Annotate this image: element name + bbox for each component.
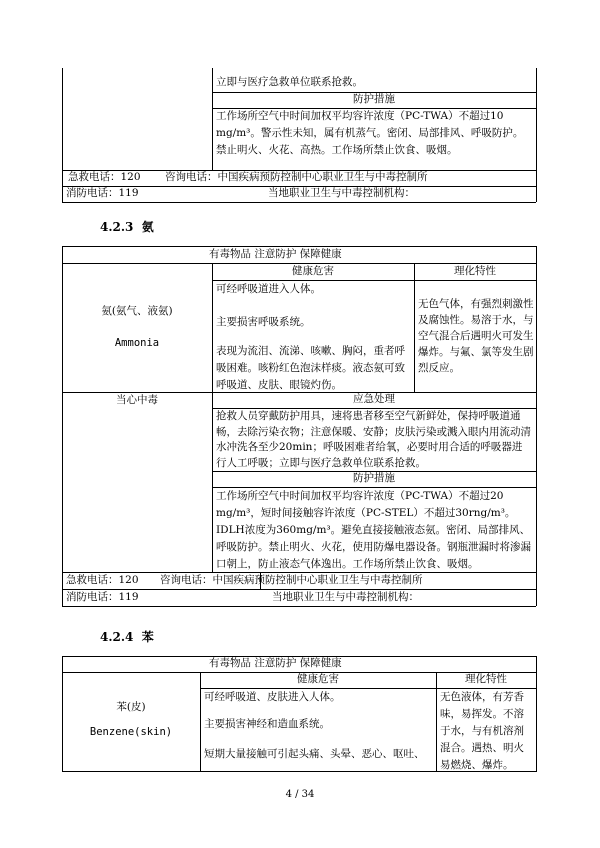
health-route: 可经呼吸道进入人体。	[216, 283, 321, 295]
page-number: 4 / 34	[285, 789, 315, 800]
section-number: 4.2.3	[100, 220, 134, 234]
property-header: 理化特性	[454, 265, 496, 277]
emergency-text: 抢救人员穿戴防护用具，速将患者移至空气新鲜处，保持呼吸道通畅，去除污染衣物；注意保暖、安静；皮肤污染或溅入眼内用流动清水冲洗各至少20min；呼吸困难者给氧，必要时用合适的呼吸器进行人工呼吸；立即与医疗急救单位联系抢救。	[216, 410, 531, 469]
consult-phone: 咨询电话：中国疾病预防控制中心职业卫生与中毒控制所	[165, 171, 428, 183]
protection-text: 工作场所空气中时间加权平均容许浓度（PC-TWA）不超过10 mg/m³。警示性未知，属有机蒸气。密闭、局部排风、呼吸防护。禁止明火、火花、高热。工作场所禁止饮食、吸烟。	[216, 110, 524, 156]
protection-title: 防护措施	[353, 472, 395, 484]
warning-banner: 有毒物品 注意防护 保障健康	[209, 657, 342, 669]
property-text: 无色气体，有强烈刺激性及腐蚀性。易溶于水，与空气混合后遇明火可发生爆炸。与氟、氯等发生剧烈反应。	[418, 298, 534, 374]
fire-phone: 消防电话：119	[66, 591, 139, 603]
substance-name-cn: 氨(氨气、液氨)	[101, 305, 173, 317]
protection-text: 工作场所空气中时间加权平均容许浓度（PC-TWA）不超过20 mg/m³，短时间接触容许浓度（PC-STEL）不超过30rng/m³。IDLH浓度为360mg/m³。避免直接接触液态氨。密闭、局部排风、呼吸防护。禁止明火、火花，使用防爆电器设备。钢瓶泄漏时将渗漏口朝上，防止液态气体逸出。工作场所禁止饮食、吸烟。	[216, 490, 531, 570]
section-heading-ammonia	[100, 218, 154, 235]
health-route: 可经呼吸道、皮肤进入人体。	[204, 691, 341, 703]
section-name: 苯	[141, 630, 154, 644]
emergency-title: 应急处理	[353, 393, 395, 405]
warning-banner: 有毒物品 注意防护 保障健康	[209, 248, 342, 260]
substance-name-en: Benzene(skin)	[89, 726, 173, 738]
property-text: 无色液体，有芳香味，易挥发。不溶于水，与有机溶剂混合。遇热、明火易燃烧、爆炸。	[440, 691, 524, 771]
health-target: 主要损害神经和造血系统。	[204, 718, 330, 730]
health-symptoms: 表现为流泪、流涕、咳嗽、胸闷，重者呼吸困难。咳粉红色泡沫样痰。液态氨可致呼吸道、皮肤、眼镜灼伤。	[216, 345, 405, 391]
section-heading-benzene	[100, 628, 154, 645]
emergency-text-tail: 立即与医疗急救单位联系抢救。	[216, 76, 363, 88]
fire-phone: 消防电话：119	[66, 187, 139, 199]
local-agency: 当地职业卫生与中毒控制机构：	[272, 591, 419, 603]
caution-label: 当心中毒	[116, 394, 158, 406]
section-number: 4.2.4	[100, 630, 134, 644]
substance-name-en: Ammonia	[114, 337, 160, 349]
health-symptoms: 短期大量接触可引起头痛、头晕、恶心、呕吐、	[204, 748, 425, 760]
health-header: 健康危害	[297, 673, 339, 685]
substance-name-cn: 苯(皮)	[116, 701, 146, 713]
health-header: 健康危害	[292, 265, 334, 277]
health-target: 主要损害呼吸系统。	[216, 316, 311, 328]
first-aid-phone: 急救电话：120	[68, 171, 141, 183]
local-agency: 当地职业卫生与中毒控制机构：	[268, 187, 415, 199]
protection-title: 防护措施	[353, 93, 395, 105]
section-name: 氨	[141, 220, 154, 234]
property-header: 理化特性	[465, 673, 507, 685]
consult-phone: 咨询电话：中国疾病预防控制中心职业卫生与中毒控制所	[160, 574, 423, 586]
first-aid-phone: 急救电话：120	[66, 574, 139, 586]
